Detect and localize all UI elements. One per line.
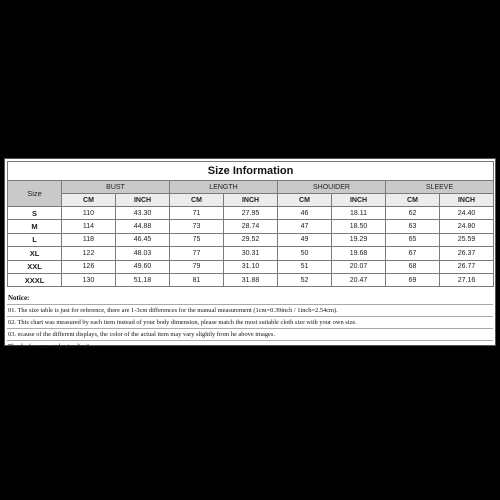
measurement-cell: 75 bbox=[170, 233, 224, 246]
measurement-cell: 20.07 bbox=[332, 260, 386, 273]
size-label: S bbox=[8, 207, 62, 220]
unit-inch: INCH bbox=[116, 194, 170, 207]
size-label: XXXL bbox=[8, 273, 62, 286]
size-label: L bbox=[8, 233, 62, 246]
measurement-cell: 73 bbox=[170, 220, 224, 233]
measurement-cell: 52 bbox=[278, 273, 332, 286]
measurement-cell: 26.37 bbox=[440, 247, 494, 260]
measurement-cell: 69 bbox=[386, 273, 440, 286]
measurement-cell: 29.52 bbox=[224, 233, 278, 246]
size-column-header: Size bbox=[8, 181, 62, 207]
measurement-cell: 20.47 bbox=[332, 273, 386, 286]
unit-inch: INCH bbox=[224, 194, 278, 207]
notice-line: 02. This chart was measured by each item instead of your body dimension, please match the most suitable cloth size with your own size. bbox=[7, 316, 493, 328]
unit-header-row bbox=[8, 194, 494, 207]
table-row bbox=[8, 207, 494, 220]
measurement-cell: 79 bbox=[170, 260, 224, 273]
measurement-cell: 18.50 bbox=[332, 220, 386, 233]
measurement-cell: 19.29 bbox=[332, 233, 386, 246]
measurement-cell: 46.45 bbox=[116, 233, 170, 246]
measurement-cell: 30.31 bbox=[224, 247, 278, 260]
size-chart-panel bbox=[4, 158, 496, 350]
measurement-cell: 81 bbox=[170, 273, 224, 286]
notice-section bbox=[7, 293, 493, 352]
table-row bbox=[8, 247, 494, 260]
sleeve-group-header: SLEEVE bbox=[386, 181, 494, 194]
measurement-cell: 50 bbox=[278, 247, 332, 260]
measurement-cell: 68 bbox=[386, 260, 440, 273]
table-title: Size Information bbox=[8, 162, 494, 181]
thanks-line: Thanks for your understanding! bbox=[7, 340, 493, 352]
size-label: XL bbox=[8, 247, 62, 260]
measurement-cell: 49.60 bbox=[116, 260, 170, 273]
measurement-cell: 63 bbox=[386, 220, 440, 233]
measurement-cell: 28.74 bbox=[224, 220, 278, 233]
measurement-cell: 114 bbox=[62, 220, 116, 233]
unit-cm: CM bbox=[170, 194, 224, 207]
measurement-cell: 77 bbox=[170, 247, 224, 260]
measurement-cell: 31.10 bbox=[224, 260, 278, 273]
notice-heading: Notice: bbox=[8, 294, 30, 302]
measurement-cell: 71 bbox=[170, 207, 224, 220]
measurement-cell: 26.77 bbox=[440, 260, 494, 273]
measurement-cell: 65 bbox=[386, 233, 440, 246]
size-table bbox=[7, 161, 494, 287]
size-label: XXL bbox=[8, 260, 62, 273]
unit-cm: CM bbox=[278, 194, 332, 207]
table-row bbox=[8, 233, 494, 246]
measurement-cell: 19.68 bbox=[332, 247, 386, 260]
table-row bbox=[8, 273, 494, 286]
measurement-cell: 18.11 bbox=[332, 207, 386, 220]
measurement-cell: 47 bbox=[278, 220, 332, 233]
length-group-header: LENGTH bbox=[170, 181, 278, 194]
unit-inch: INCH bbox=[440, 194, 494, 207]
measurement-cell: 24.80 bbox=[440, 220, 494, 233]
unit-inch: INCH bbox=[332, 194, 386, 207]
measurement-cell: 51 bbox=[278, 260, 332, 273]
unit-cm: CM bbox=[62, 194, 116, 207]
measurement-cell: 110 bbox=[62, 207, 116, 220]
measurement-cell: 62 bbox=[386, 207, 440, 220]
notice-line: 01. The size table is just for reference, there are 1-3cm differences for the manual measurement (1cm=0.39inch / 1inch=2.54cm). bbox=[7, 304, 493, 316]
table-row bbox=[8, 220, 494, 233]
size-label: M bbox=[8, 220, 62, 233]
unit-cm: CM bbox=[386, 194, 440, 207]
measurement-cell: 49 bbox=[278, 233, 332, 246]
measurement-cell: 27.95 bbox=[224, 207, 278, 220]
measurement-cell: 25.59 bbox=[440, 233, 494, 246]
table-row bbox=[8, 260, 494, 273]
measurement-cell: 44.88 bbox=[116, 220, 170, 233]
measurement-cell: 130 bbox=[62, 273, 116, 286]
measurement-cell: 51.18 bbox=[116, 273, 170, 286]
notice-line: 03. ecause of the different displays, the color of the actual item may vary slightly from he above images. bbox=[7, 328, 493, 340]
measurement-cell: 48.03 bbox=[116, 247, 170, 260]
size-table-body bbox=[8, 207, 494, 287]
shoulder-group-header: SHOUIDER bbox=[278, 181, 386, 194]
measurement-cell: 122 bbox=[62, 247, 116, 260]
measurement-cell: 43.30 bbox=[116, 207, 170, 220]
measurement-cell: 24.40 bbox=[440, 207, 494, 220]
measurement-cell: 118 bbox=[62, 233, 116, 246]
bust-group-header: BUST bbox=[62, 181, 170, 194]
measurement-cell: 126 bbox=[62, 260, 116, 273]
measurement-cell: 46 bbox=[278, 207, 332, 220]
measurement-cell: 67 bbox=[386, 247, 440, 260]
measurement-cell: 31.88 bbox=[224, 273, 278, 286]
measurement-cell: 27.16 bbox=[440, 273, 494, 286]
